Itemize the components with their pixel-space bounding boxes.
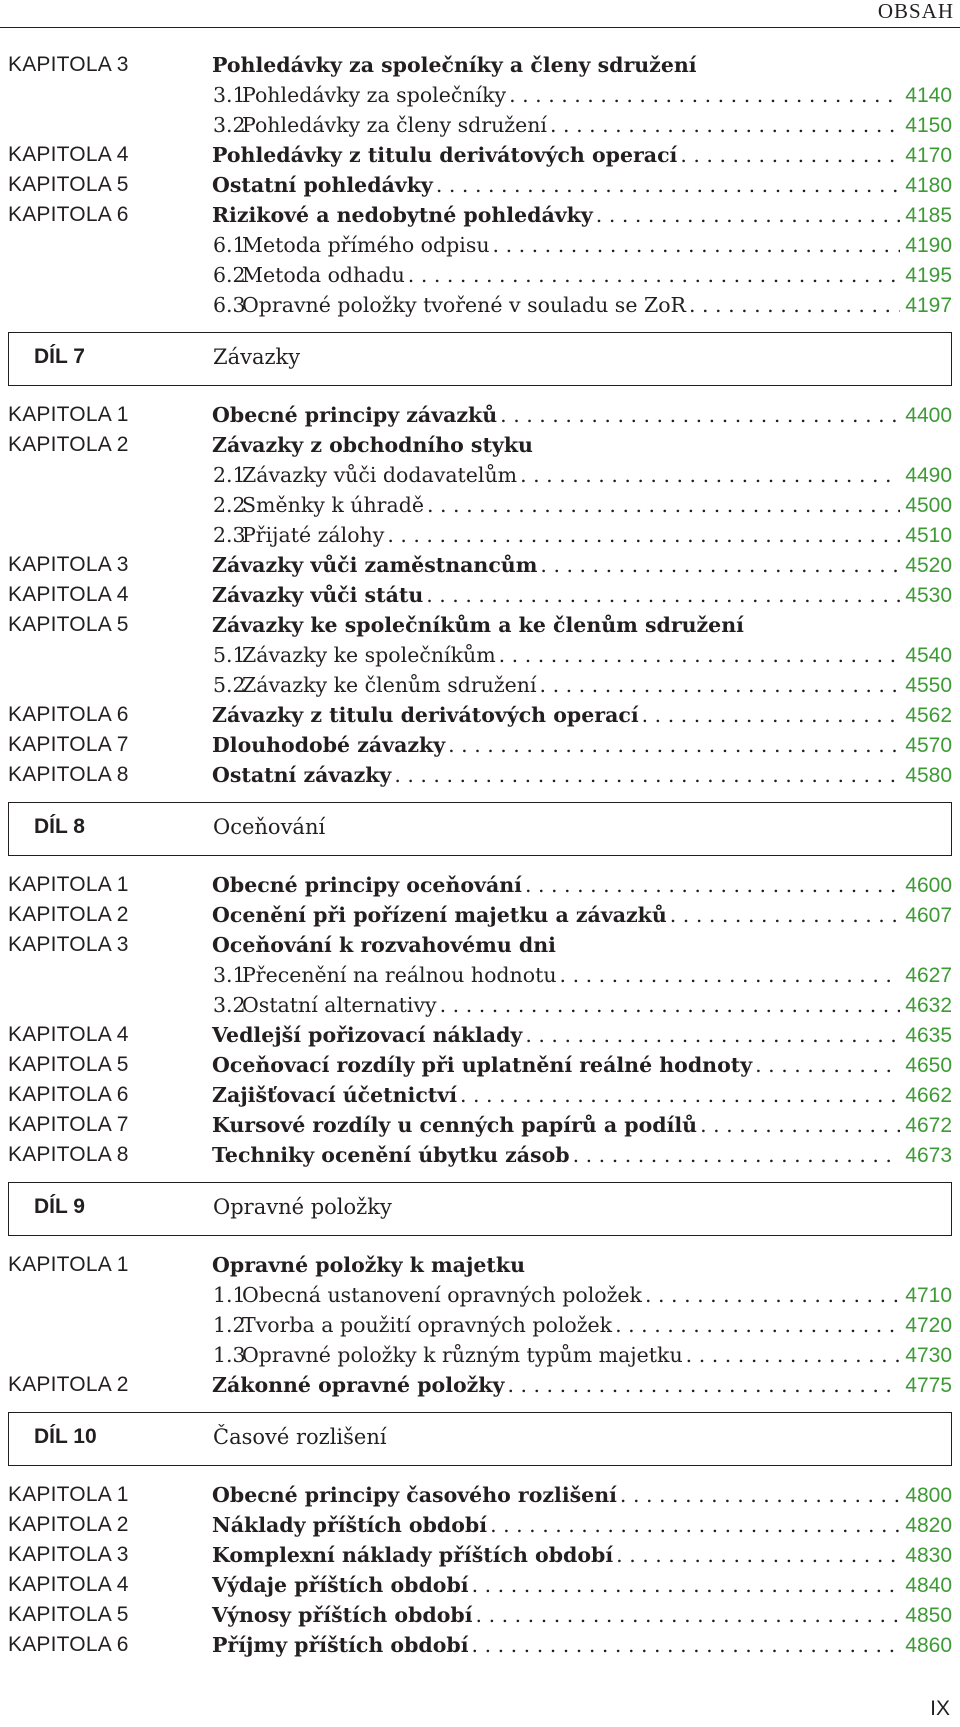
entry-title: Pohledávky za společníky a členy sdružení [212,53,697,77]
section-number: 3.2 [213,113,246,137]
entry-title: Pohledávky za členy sdružení [242,113,547,137]
page-ref: 4185 [905,204,952,227]
toc-entry[interactable] [212,1143,952,1168]
entry-title: Závazky ke společníkům a ke členům sdružení [212,613,744,637]
chapter-label: KAPITOLA 2 [8,903,129,926]
dot-leader [620,1483,900,1507]
entry-title: Techniky ocenění úbytku zásob [212,1143,570,1167]
section-number: 2.3 [213,523,246,547]
entry-title: Opravné položky k různým typům majetku [242,1343,683,1367]
dot-leader [472,1573,901,1597]
chapter-label: KAPITOLA 2 [8,1373,129,1396]
toc-entry[interactable] [212,1373,952,1398]
entry-title: Ostatní závazky [212,763,392,787]
dot-leader [560,963,901,987]
page-number: IX [930,1697,950,1720]
entry-title: Směnky k úhradě [242,493,424,517]
section-row [0,1280,960,1310]
dot-leader [436,173,900,197]
chapter-label: KAPITOLA 8 [8,1143,129,1166]
chapter-row [0,930,960,960]
entry-title: Příjmy příštích období [212,1633,469,1657]
section-row [0,490,960,520]
section-number: 2.2 [213,493,246,517]
dot-leader [755,1053,900,1077]
chapter-label: KAPITOLA 7 [8,733,129,756]
page-ref: 4180 [905,174,952,197]
section-row [0,520,960,550]
toc-entry[interactable] [213,1313,952,1338]
dot-leader [686,1343,901,1367]
toc-entry[interactable] [212,1603,952,1628]
section-number: 1.3 [213,1343,246,1367]
page-ref: 4550 [905,674,952,697]
chapter-label: KAPITOLA 7 [8,1113,129,1136]
toc-entry[interactable] [212,703,952,728]
part-heading [8,802,952,856]
toc-entry[interactable] [213,673,952,698]
entry-title: Pohledávky z titulu derivátových operací [212,143,678,167]
chapter-row [0,1370,960,1400]
page-ref: 4490 [905,464,952,487]
chapter-label: KAPITOLA 5 [8,613,129,636]
chapter-label: KAPITOLA 4 [8,583,129,606]
chapter-row [0,1080,960,1110]
section-number: 2.1 [213,463,246,487]
entry-title: Závazky vůči zaměstnancům [212,553,538,577]
entry-title: Závazky z titulu derivátových operací [212,703,639,727]
entry-title: Tvorba a použití opravných položek [242,1313,613,1337]
page-ref: 4195 [905,264,952,287]
section-row [0,670,960,700]
chapter-label: KAPITOLA 6 [8,1083,129,1106]
section-number: 1.1 [213,1283,246,1307]
dot-leader [490,1513,900,1537]
page-ref: 4840 [905,1574,952,1597]
page-ref: 4673 [905,1144,952,1167]
entry-title: Ocenění při pořízení majetku a závazků [212,903,667,927]
toc-entry[interactable] [212,433,952,457]
entry-title: Závazky ke členům sdružení [242,673,537,697]
chapter-row [0,1570,960,1600]
chapter-row [0,200,960,230]
chapter-row [0,1140,960,1170]
dot-leader [550,113,900,137]
toc-entry[interactable] [212,173,952,198]
section-row [0,230,960,260]
section-number: 6.2 [213,263,246,287]
page-ref: 4850 [905,1604,952,1627]
chapter-label: KAPITOLA 5 [8,1603,129,1626]
toc-entry[interactable] [212,903,952,928]
toc-entry[interactable] [212,1483,952,1508]
page-ref: 4540 [905,644,952,667]
dot-leader [689,293,900,317]
entry-title: Přecenění na reálnou hodnotu [242,963,557,987]
dot-leader [426,583,900,607]
entry-title: Rizikové a nedobytné pohledávky [212,203,593,227]
section-number: 1.2 [213,1313,246,1337]
dot-leader [427,493,900,517]
part-label: DÍL 9 [34,1195,85,1218]
dot-leader [493,233,901,257]
part-title: Oceňování [213,815,326,839]
page-ref: 4860 [905,1634,952,1657]
chapter-row [0,580,960,610]
entry-title: Náklady příštích období [212,1513,488,1537]
entry-title: Dlouhodobé závazky [212,733,446,757]
chapter-row [0,900,960,930]
chapter-row [0,730,960,760]
page-ref: 4800 [905,1484,952,1507]
chapter-row [0,170,960,200]
chapter-row [0,1110,960,1140]
section-number: 6.3 [213,293,246,317]
part-heading [8,332,952,386]
toc-entry[interactable] [212,553,952,578]
toc-entry[interactable] [212,53,952,77]
dot-leader [680,143,900,167]
toc-entry[interactable] [212,1633,952,1658]
section-row [0,640,960,670]
section-row [0,80,960,110]
table-of-contents [0,50,960,1660]
toc-entry[interactable] [212,1113,952,1138]
page-ref: 4580 [905,764,952,787]
part-title: Opravné položky [213,1195,392,1219]
chapter-row [0,760,960,790]
toc-entry[interactable] [213,523,952,548]
section-row [0,990,960,1020]
dot-leader [476,1603,901,1627]
page-ref: 4600 [905,874,952,897]
chapter-row [0,1600,960,1630]
chapter-row [0,1020,960,1050]
chapter-label: KAPITOLA 1 [8,1253,129,1276]
toc-entry[interactable] [212,733,952,758]
dot-leader [507,1373,900,1397]
toc-entry[interactable] [212,763,952,788]
entry-title: Opravné položky tvořené v souladu se ZoR [242,293,686,317]
dot-leader [540,673,901,697]
dot-leader [509,83,900,107]
page-ref: 4520 [905,554,952,577]
section-row [0,110,960,140]
page-ref: 4627 [905,964,952,987]
page-ref: 4150 [905,114,952,137]
entry-title: Komplexní náklady příštích období [212,1543,614,1567]
page-ref: 4510 [905,524,952,547]
entry-title: Zajišťovací účetnictví [212,1083,457,1107]
section-number: 5.2 [213,673,246,697]
chapter-row [0,700,960,730]
toc-entry[interactable] [212,1053,952,1078]
dot-leader [460,1083,900,1107]
toc-entry[interactable] [213,493,952,518]
toc-entry[interactable] [212,403,952,428]
chapter-label: KAPITOLA 4 [8,143,129,166]
toc-entry[interactable] [212,933,952,957]
dot-leader [394,763,900,787]
page-ref: 4650 [905,1054,952,1077]
page-ref: 4140 [905,84,952,107]
entry-title: Závazky ke společníkům [242,643,496,667]
chapter-row [0,400,960,430]
chapter-row [0,550,960,580]
dot-leader [448,733,900,757]
chapter-label: KAPITOLA 1 [8,1483,129,1506]
entry-title: Obecné principy časového rozlišení [212,1483,617,1507]
dot-leader [499,643,901,667]
toc-entry[interactable] [212,1573,952,1598]
entry-title: Závazky vůči státu [212,583,424,607]
toc-entry[interactable] [213,113,952,138]
entry-title: Opravné položky k majetku [212,1253,525,1277]
dot-leader [525,1023,900,1047]
section-row [0,960,960,990]
page-ref: 4500 [905,494,952,517]
page-ref: 4820 [905,1514,952,1537]
dot-leader [616,1543,900,1567]
dot-leader [700,1113,900,1137]
chapter-label: KAPITOLA 3 [8,1543,129,1566]
section-row [0,1310,960,1340]
section-row [0,260,960,290]
toc-entry[interactable] [212,1023,952,1048]
section-number: 3.1 [213,83,246,107]
entry-title: Zákonné opravné položky [212,1373,505,1397]
entry-title: Závazky vůči dodavatelům [242,463,518,487]
chapter-row [0,1250,960,1280]
entry-title: Výdaje příštích období [212,1573,469,1597]
part-title: Časové rozlišení [213,1425,387,1449]
section-row [0,460,960,490]
chapter-label: KAPITOLA 4 [8,1573,129,1596]
dot-leader [440,993,901,1017]
chapter-label: KAPITOLA 1 [8,403,129,426]
section-row [0,290,960,320]
chapter-label: KAPITOLA 5 [8,173,129,196]
section-number: 3.2 [213,993,246,1017]
page-ref: 4662 [905,1084,952,1107]
chapter-row [0,1480,960,1510]
toc-entry[interactable] [212,1253,952,1277]
page-ref: 4830 [905,1544,952,1567]
toc-entry[interactable] [212,583,952,608]
section-row [0,1340,960,1370]
chapter-row [0,870,960,900]
chapter-row [0,140,960,170]
chapter-label: KAPITOLA 3 [8,53,129,76]
section-number: 3.1 [213,963,246,987]
page-ref: 4400 [905,404,952,427]
toc-entry[interactable] [212,1083,952,1108]
dot-leader [472,1633,901,1657]
entry-title: Metoda přímého odpisu [242,233,490,257]
page-ref: 4775 [905,1374,952,1397]
entry-title: Metoda odhadu [242,263,405,287]
toc-entry[interactable] [213,233,952,258]
page-ref: 4570 [905,734,952,757]
entry-title: Obecné principy závazků [212,403,498,427]
entry-title: Pohledávky za společníky [242,83,507,107]
chapter-label: KAPITOLA 2 [8,1513,129,1536]
dot-leader [573,1143,901,1167]
running-header: OBSAH [877,0,954,23]
chapter-row [0,1630,960,1660]
dot-leader [540,553,900,577]
entry-title: Přijaté zálohy [242,523,385,547]
page-ref: 4197 [905,294,952,317]
chapter-label: KAPITOLA 6 [8,203,129,226]
part-label: DÍL 10 [34,1425,97,1448]
entry-title: Kursové rozdíly u cenných papírů a podílů [212,1113,698,1137]
chapter-label: KAPITOLA 5 [8,1053,129,1076]
page-ref: 4562 [905,704,952,727]
toc-entry[interactable] [212,1513,952,1538]
dot-leader [642,703,901,727]
dot-leader [408,263,901,287]
part-label: DÍL 7 [34,345,85,368]
section-number: 5.1 [213,643,246,667]
chapter-row [0,1540,960,1570]
toc-entry[interactable] [213,1283,952,1308]
toc-entry[interactable] [212,613,952,637]
toc-entry[interactable] [213,263,952,288]
dot-leader [615,1313,900,1337]
dot-leader [596,203,900,227]
toc-entry[interactable] [213,1343,952,1368]
part-title: Závazky [213,345,301,369]
part-label: DÍL 8 [34,815,85,838]
entry-title: Oceňování k rozvahovému dni [212,933,556,957]
entry-title: Oceňovací rozdíly při uplatnění reálné hodnoty [212,1053,753,1077]
page-ref: 4720 [905,1314,952,1337]
page-ref: 4730 [905,1344,952,1367]
entry-title: Obecná ustanovení opravných položek [242,1283,642,1307]
entry-title: Obecné principy oceňování [212,873,522,897]
toc-entry[interactable] [212,203,952,228]
chapter-label: KAPITOLA 6 [8,703,129,726]
section-number: 6.1 [213,233,246,257]
toc-entry[interactable] [213,993,952,1018]
toc-entry[interactable] [213,643,952,668]
page-ref: 4632 [905,994,952,1017]
toc-entry[interactable] [213,293,952,318]
chapter-label: KAPITOLA 3 [8,553,129,576]
toc-entry[interactable] [212,1543,952,1568]
entry-title: Výnosy příštích období [212,1603,473,1627]
dot-leader [500,403,900,427]
toc-entry[interactable] [213,963,952,988]
part-heading [8,1412,952,1466]
toc-entry[interactable] [213,463,952,488]
toc-entry[interactable] [212,873,952,898]
dot-leader [645,1283,900,1307]
toc-entry[interactable] [212,143,952,168]
dot-leader [525,873,900,897]
chapter-row [0,1050,960,1080]
entry-title: Ostatní alternativy [242,993,437,1017]
chapter-label: KAPITOLA 1 [8,873,129,896]
part-heading [8,1182,952,1236]
chapter-row [0,50,960,80]
toc-entry[interactable] [213,83,952,108]
entry-title: Ostatní pohledávky [212,173,433,197]
chapter-label: KAPITOLA 3 [8,933,129,956]
chapter-label: KAPITOLA 6 [8,1633,129,1656]
chapter-row [0,1510,960,1540]
chapter-row [0,430,960,460]
page-ref: 4190 [905,234,952,257]
entry-title: Vedlejší pořizovací náklady [212,1023,523,1047]
page-ref: 4710 [905,1284,952,1307]
dot-leader [387,523,900,547]
chapter-row [0,610,960,640]
header-rule [0,27,960,28]
dot-leader [670,903,901,927]
chapter-label: KAPITOLA 4 [8,1023,129,1046]
page-ref: 4170 [905,144,952,167]
entry-title: Závazky z obchodního styku [212,433,533,457]
page-ref: 4672 [905,1114,952,1137]
chapter-label: KAPITOLA 8 [8,763,129,786]
page-ref: 4530 [905,584,952,607]
page-ref: 4607 [905,904,952,927]
page-ref: 4635 [905,1024,952,1047]
chapter-label: KAPITOLA 2 [8,433,129,456]
dot-leader [520,463,900,487]
